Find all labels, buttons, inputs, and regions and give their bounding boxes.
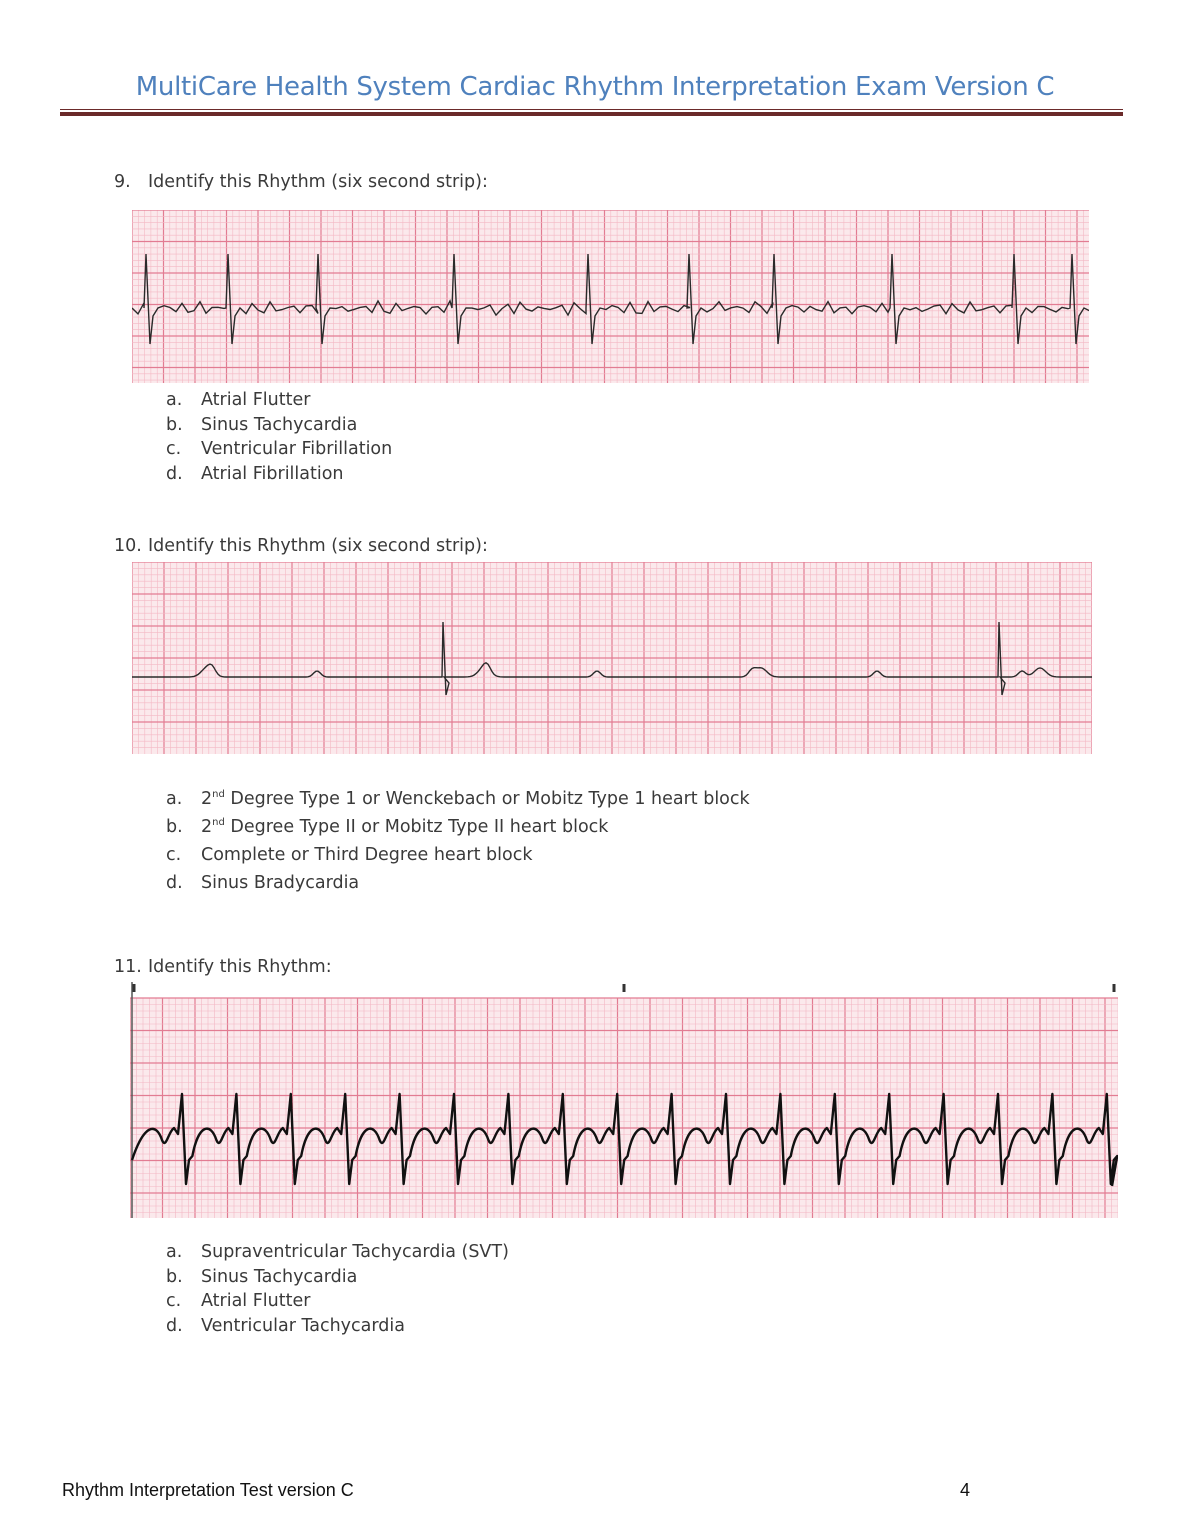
- footer-title: Rhythm Interpretation Test version C: [62, 1480, 354, 1500]
- question-10: [114, 536, 488, 556]
- option-9a[interactable]: a. Atrial Flutter: [166, 390, 311, 410]
- options-9: [166, 388, 392, 486]
- question-prompt: Identify this Rhythm (six second strip):: [148, 536, 488, 556]
- question-number: 10.: [114, 536, 142, 556]
- option-9b[interactable]: b. Sinus Tachycardia: [166, 414, 358, 435]
- page-header-title: MultiCare Health System Cardiac Rhythm Interpretation Exam Version C: [135, 72, 1055, 102]
- option-10a[interactable]: a. 2nd Degree Type 1 or Wenckebach or Mobitz Type 1 heart block: [166, 789, 750, 809]
- option-11b[interactable]: b. Sinus Tachycardia: [166, 1266, 358, 1287]
- question-11: [114, 957, 332, 977]
- option-11c[interactable]: c. Atrial Flutter: [166, 1291, 311, 1311]
- option-9c[interactable]: c. Ventricular Fibrillation: [166, 439, 393, 459]
- ecg-strip-11: [130, 982, 1118, 1218]
- header-rule-thin: [60, 109, 1123, 110]
- question-9: [114, 172, 488, 192]
- option-10d[interactable]: d. Sinus Bradycardia: [166, 873, 360, 893]
- question-prompt: Identify this Rhythm:: [148, 957, 332, 977]
- ecg-strip-10: [132, 562, 1092, 754]
- ecg-strip-9-graphic: [132, 210, 1089, 383]
- option-10c[interactable]: c. Complete or Third Degree heart block: [166, 845, 533, 865]
- option-9d[interactable]: d. Atrial Fibrillation: [166, 463, 344, 484]
- options-11: [166, 1240, 509, 1338]
- option-10b[interactable]: b. 2nd Degree Type II or Mobitz Type II heart block: [166, 817, 609, 837]
- question-number: 9.: [114, 172, 131, 192]
- question-prompt: Identify this Rhythm (six second strip):: [148, 172, 488, 192]
- option-11a[interactable]: a. Supraventricular Tachycardia (SVT): [166, 1242, 509, 1262]
- ecg-strip-9: [132, 210, 1089, 383]
- ecg-strip-10-graphic: [132, 562, 1092, 754]
- options-10: [166, 785, 750, 897]
- footer-page-number: 4: [960, 1480, 971, 1500]
- question-number: 11.: [114, 957, 142, 977]
- ecg-strip-11-graphic: [130, 982, 1118, 1218]
- header-rule: [60, 112, 1123, 116]
- option-11d[interactable]: d. Ventricular Tachycardia: [166, 1315, 405, 1336]
